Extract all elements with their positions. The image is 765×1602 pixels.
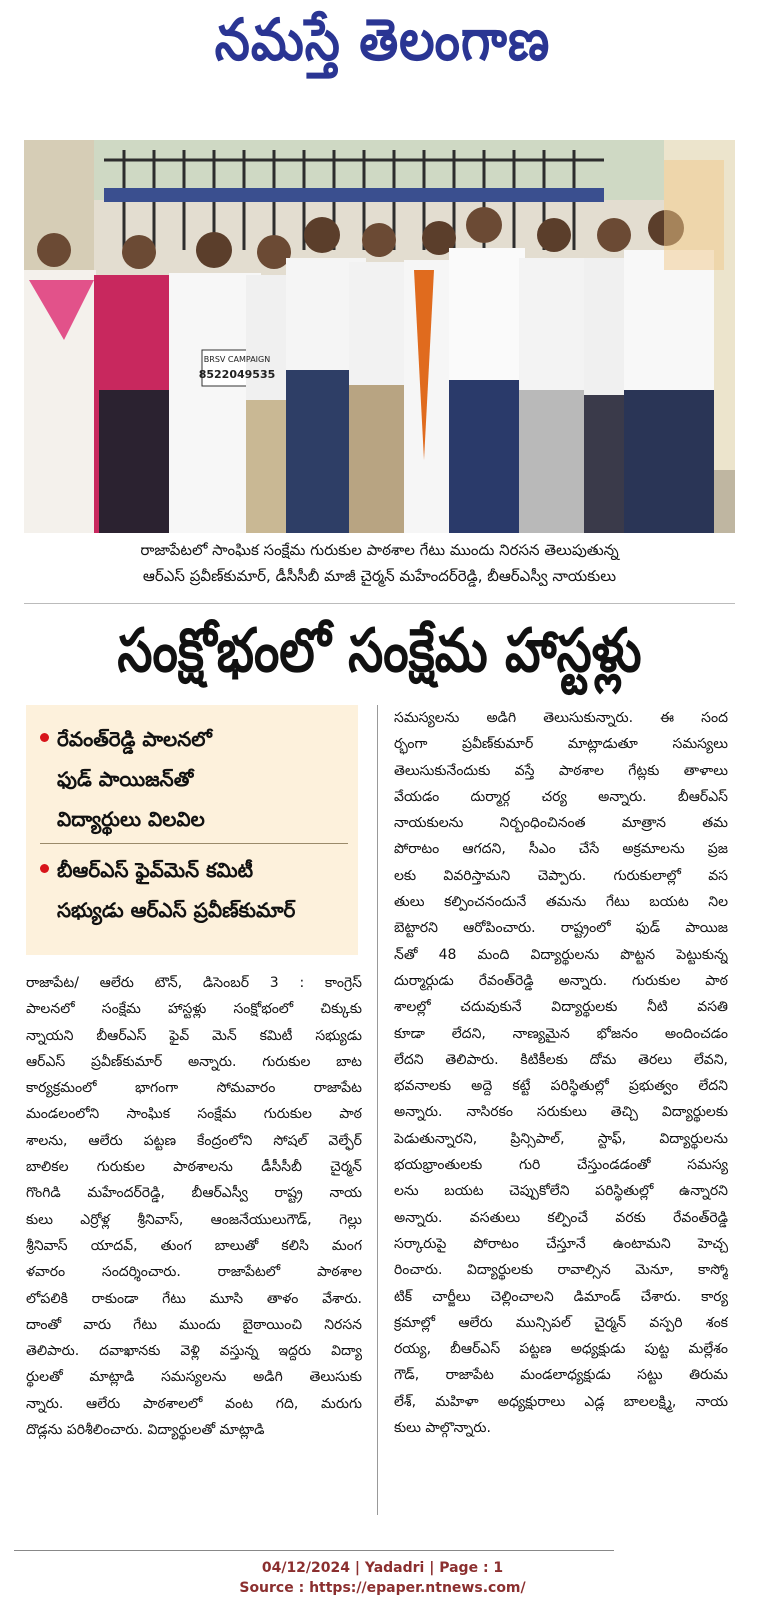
article-line: బాలికల గురుకుల పాఠశాలను డీసీసీబీ చైర్మన్ (26, 1159, 362, 1176)
photo-caption-line: రాజాపేటలో సాంఘిక సంక్షేమ గురుకుల పాఠశాల గేటు ముందు నిరసన తెలుపుతున్న (140, 541, 619, 559)
article-line: లేశ్, మహిళా అధ్యక్షురాలు ఎడ్ల బాలలక్ష్మి, నాయ (394, 1393, 728, 1410)
article-line: న్నాయని బీఆర్ఎస్ ఫైవ్ మెన్ కమిటీ సభ్యుడు (26, 1027, 362, 1044)
highlight-line: ఫుడ్ పాయిజన్‌తో (57, 767, 194, 791)
highlight-line: సభ్యుడు ఆర్ఎస్ ప్రవీణ్‌కుమార్ (57, 898, 296, 922)
article-line: కార్యక్రమంలో భాగంగా సోమవారం రాజాపేట (26, 1080, 362, 1097)
highlight-line: బీఆర్ఎస్ ఫైవ్‌మెన్ కమిటీ (57, 858, 254, 882)
highlight-item (40, 850, 348, 930)
placard-line1: BRSV CAMPAIGN (203, 355, 271, 364)
article-line: తెలుసుకునేందుకు వస్తే పాఠశాల గేట్లకు తాళాలు (394, 762, 728, 779)
article-line: బెట్టారని ఆరోపించారు. రాష్ట్రంలో ఫుడ్ పాయిజ (394, 920, 728, 937)
article-line: దాంతో వారు గేటు ముందు బైఠాయించి నిరసన (26, 1316, 362, 1333)
article-line: రాజాపేట/ ఆలేరు టౌన్, డిసెంబర్ 3 : కాంగ్రెస్ (26, 975, 362, 991)
article-line: లకు వివరిస్తామని చెప్పారు. గురుకులాల్లో వస (394, 867, 728, 884)
photo-caption (24, 537, 735, 589)
article-line: రయ్య, బీఆర్ఎస్ పట్టణ అధ్యక్షుడు పుట్ట మల్లేశం (394, 1341, 728, 1358)
footer-meta: 04/12/2024 | Yadadri | Page : 1 (261, 1560, 504, 1576)
article-line: టిక్ చార్జీలు చెల్లించాలని డిమాండ్ చేశారు. కార్య (394, 1288, 728, 1305)
article-line: పెడుతున్నారని, ప్రిన్సిపాల్, స్టాఫ్, విద్యార్థులను (394, 1130, 728, 1147)
highlight-divider (40, 843, 348, 844)
article-line: రించారు. విద్యార్థులకు రావాల్సిన మెనూ, కాస్మో (394, 1262, 728, 1279)
article-line: తెలిపారు. దవాఖానకు వెళ్లి వస్తున్న ఇద్దరు విద్యా (26, 1343, 362, 1360)
article-line: శాలల్లో చదువుకునే విద్యార్థులకు నీటి వసతి (394, 999, 728, 1016)
article-line: అన్నారు. నాసిరకం సరుకులు తెచ్చి విద్యార్థులకు (394, 1104, 728, 1121)
article-line: ర్భంగా ప్రవీణ్‌కుమార్ మాట్లాడుతూ సమస్యలు (394, 736, 728, 753)
article-line: వేయడం దుర్మార్గ చర్య అన్నారు. బీఆర్ఎస్ (394, 788, 728, 805)
footer (0, 1558, 765, 1598)
bullet-dot-icon (40, 864, 49, 873)
article-body-left (26, 970, 362, 1443)
article-line: ర్థులతో మాట్లాడి సమస్యలను అడిగి తెలుసుకు (26, 1369, 362, 1386)
article-line: దొడ్లను పరిశీలించారు. విద్యార్థులతో మాట్లాడి (26, 1422, 265, 1439)
article-line: ఆర్ఎస్ ప్రవీణ్‌కుమార్ అన్నారు. గురుకుల బాట (26, 1053, 362, 1070)
article-line: లను బయట చెప్పుకోలేని పరిస్థితుల్లో ఉన్నారని (394, 1183, 728, 1200)
article-line: లోపలికి రాకుండా గేటు మూసి తాళం వేశారు. (26, 1290, 362, 1307)
article-line: నాయకులను నిర్బంధించినంత మాత్రాన తమ (394, 815, 728, 832)
footer-source-link[interactable]: Source : https://epaper.ntnews.com/ (239, 1580, 526, 1596)
article-line: అన్నారు. వసతులు కల్పించే వరకు రేవంత్‌రెడ్డి (394, 1209, 728, 1226)
highlight-line: రేవంత్‌రెడ్డి పాలనలో (57, 727, 212, 751)
highlight-box (26, 705, 358, 955)
article-line: గొంగిడి మహేందర్‌రెడ్డి, బీఆర్ఎస్వీ రాష్ట్ర నాయ (26, 1185, 362, 1202)
footer-rule (14, 1550, 614, 1551)
article-line: కులు పాల్గొన్నారు. (394, 1420, 491, 1437)
headline (24, 612, 735, 704)
highlight-item (40, 719, 348, 839)
article-line: న్నారు. ఆలేరు పాఠశాలలో వంట గది, మరుగు (26, 1395, 362, 1412)
article-line: భయభ్రాంతులకు గురి చేస్తుండడంతో సమస్య (394, 1157, 728, 1174)
article-line: పాలనలో సంక్షేమ హాస్టళ్లు సంక్షోభంలో చిక్కుకు (26, 1001, 362, 1018)
highlight-line: విద్యార్థులు విలవిల (57, 807, 205, 831)
article-line: లేదని తెలిపారు. కిటికీలకు దోమ తెరలు లేవని, (394, 1051, 728, 1068)
column-separator (377, 705, 378, 1515)
headline-rule (24, 603, 735, 604)
news-photo (24, 140, 735, 533)
article-line: సమస్యలను అడిగి తెలుసుకున్నారు. ఈ సంద (394, 710, 728, 726)
article-line: క్రమాల్లో ఆలేరు మున్సిపల్ చైర్మన్ వస్పరి శంక (394, 1314, 728, 1331)
masthead-title: నమస్తే తెలంగాణ (214, 6, 551, 74)
article-line: కులు ఎర్రోళ్ల శ్రీనివాస్, ఆంజనేయులుగౌడ్, గెల్లు (26, 1211, 362, 1228)
article-line: పోరాటం ఆగదని, సీఎం చేసే అక్రమాలను ప్రజ (394, 841, 728, 858)
article-line: భవనాలకు అద్దె కట్టే పరిస్థితుల్లో ప్రభుత్వం లేదని (394, 1078, 728, 1095)
article-line: సర్కారుపై పోరాటం చేస్తూనే ఉంటామని హెచ్చ (394, 1235, 728, 1252)
article-line: శ్రీనివాస్ యాదవ్, తుంగ బాలుతో కలిసి మంగ (26, 1237, 362, 1254)
article-line: గౌడ్, రాజాపేట మండలాధ్యక్షుడు సట్టు తిరుమ (394, 1367, 728, 1384)
headline-text: సంక్షోభంలో సంక్షేమ హాస్టళ్లు (117, 615, 642, 685)
article-line: కూడా లేదని, నాణ్యమైన భోజనం అందించడం (394, 1025, 728, 1042)
article-line: తులు కల్పించనందునే తమను గేటు బయట నిల (394, 894, 728, 911)
article-line: శాలను, ఆలేరు పట్టణ కేంద్రంలోని సోషల్ వెల్ఫేర్ (26, 1132, 362, 1149)
photo-caption-line: ఆర్ఎస్ ప్రవీణ్‌కుమార్, డీసీసీబీ మాజీ చైర్మన్ మహేందర్‌రెడ్డి, బీఆర్ఎస్వీ నాయకులు (142, 567, 617, 585)
article-line: దుర్మార్గుడు రేవంత్‌రెడ్డి అన్నారు. గురుకుల పాఠ (394, 972, 728, 989)
article-body-right (394, 705, 728, 1441)
article-line: న్‌తో 48 మంది విద్యార్థులను పొట్టన పెట్టుకున్న (394, 946, 728, 963)
bullet-dot-icon (40, 733, 49, 742)
article-line: మండలంలోని సాంఘిక సంక్షేమ గురుకుల పాఠ (26, 1106, 362, 1123)
news-photo-illustration (24, 140, 735, 533)
placard-line2: 8522049535 (198, 368, 276, 381)
masthead (0, 0, 765, 95)
article-line: ళవారం సందర్శించారు. రాజాపేటలో పాఠశాల (26, 1264, 362, 1281)
